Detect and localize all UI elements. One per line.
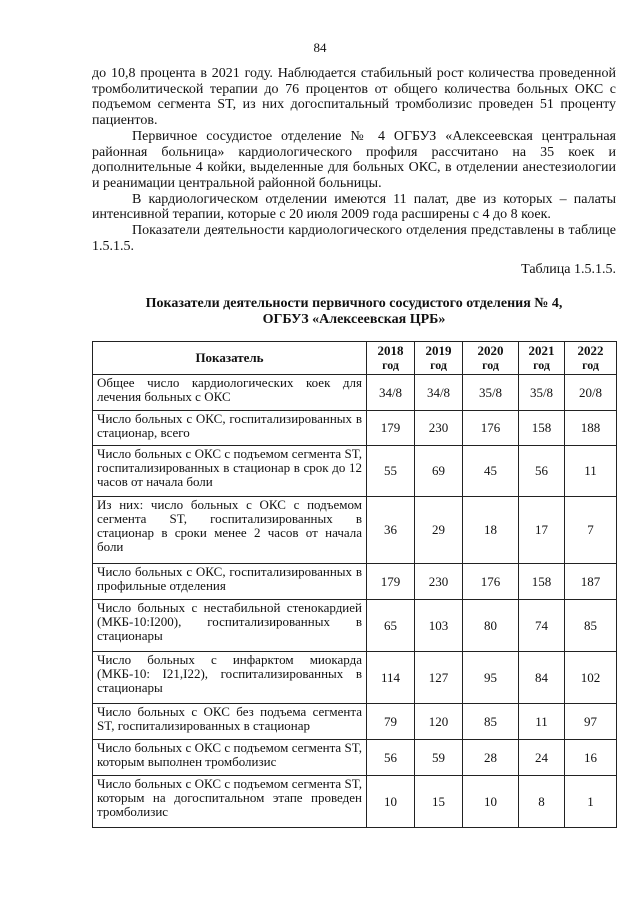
row-label: Число больных с нестабильной стенокардией (МКБ-10:I200), госпитализированных в стационары (93, 600, 367, 652)
value-cell: 176 (463, 564, 519, 600)
paragraph: Первичное сосудистое отделение № 4 ОГБУЗ «Алексеевская центральная районная больница» кардиологического профиля рассчитано на 35 коек и дополнительные 4 койки, выделенные для больных ОКС, в отделении анестезиологии и реанимации центральной районной больницы. (92, 128, 616, 191)
value-cell: 84 (519, 652, 565, 704)
value-cell: 69 (415, 446, 463, 497)
value-cell: 7 (565, 497, 617, 564)
year-unit: год (482, 358, 499, 372)
value-cell: 187 (565, 564, 617, 600)
value-cell: 10 (463, 776, 519, 828)
year-unit: год (533, 358, 550, 372)
value-cell: 55 (367, 446, 415, 497)
table-row (93, 564, 617, 600)
value-cell: 24 (519, 740, 565, 776)
table-row (93, 497, 617, 564)
paragraph: В кардиологическом отделении имеются 11 палат, две из которых – палаты интенсивной терапии, которые с 20 июля 2009 года расширены с 4 до 8 коек. (92, 191, 616, 223)
table-header-row (93, 342, 617, 375)
year-label: 2022 (577, 343, 604, 358)
paragraph: до 10,8 процента в 2021 году. Наблюдается стабильный рост количества проведенной тромболитической терапии до 76 процентов от общего количества больных ОКС с подъемом сегмента ST, из них догоспитальный тромболизис проведен 51 проценту пациентов. (92, 66, 616, 129)
value-cell: 35/8 (519, 375, 565, 411)
value-cell: 85 (565, 600, 617, 652)
row-label: Число больных с ОКС, госпитализированных в стационар, всего (93, 411, 367, 446)
value-cell: 56 (367, 740, 415, 776)
value-cell: 28 (463, 740, 519, 776)
header-indicator: Показатель (93, 342, 367, 375)
value-cell: 10 (367, 776, 415, 828)
row-label: Число больных с инфарктом миокарда (МКБ-10: I21,I22), госпитализированных в стационары (93, 652, 367, 704)
value-cell: 35/8 (463, 375, 519, 411)
value-cell: 74 (519, 600, 565, 652)
indicators-table (92, 341, 617, 828)
year-unit: год (582, 358, 599, 372)
year-label: 2019 (425, 343, 452, 358)
value-cell: 114 (367, 652, 415, 704)
value-cell: 15 (415, 776, 463, 828)
value-cell: 20/8 (565, 375, 617, 411)
row-label: Из них: число больных с ОКС с подъемом сегмента ST, госпитализированных в стационар в сроки менее 2 часов от начала боли (93, 497, 367, 564)
value-cell: 85 (463, 704, 519, 740)
table-title-line: Показатели деятельности первичного сосудистого отделения № 4, (145, 296, 563, 311)
paragraph: Показатели деятельности кардиологического отделения представлены в таблице 1.5.1.5. (92, 223, 616, 254)
value-cell: 176 (463, 411, 519, 446)
value-cell: 97 (565, 704, 617, 740)
header-year (565, 342, 617, 375)
value-cell: 34/8 (367, 375, 415, 411)
value-cell: 102 (565, 652, 617, 704)
value-cell: 34/8 (415, 375, 463, 411)
header-year (367, 342, 415, 375)
value-cell: 65 (367, 600, 415, 652)
value-cell: 188 (565, 411, 617, 446)
header-year (463, 342, 519, 375)
header-year (415, 342, 463, 375)
table-title (92, 296, 616, 328)
value-cell: 79 (367, 704, 415, 740)
value-cell: 158 (519, 564, 565, 600)
value-cell: 59 (415, 740, 463, 776)
value-cell: 16 (565, 740, 617, 776)
row-label: Число больных с ОКС, госпитализированных в профильные отделения (93, 564, 367, 600)
table-title-line: ОГБУЗ «Алексеевская ЦРБ» (262, 312, 446, 327)
value-cell: 230 (415, 411, 463, 446)
row-label: Число больных с ОКС с подъемом сегмента ST, которым выполнен тромболизис (93, 740, 367, 776)
value-cell: 1 (565, 776, 617, 828)
table-body (93, 375, 617, 828)
header-year (519, 342, 565, 375)
value-cell: 18 (463, 497, 519, 564)
row-label: Число больных с ОКС с подъемом сегмента ST, госпитализированных в стационар в срок до 12 часов от начала боли (93, 446, 367, 497)
value-cell: 127 (415, 652, 463, 704)
year-unit: год (382, 358, 399, 372)
table-row (93, 446, 617, 497)
value-cell: 179 (367, 411, 415, 446)
body-text (92, 66, 616, 254)
table-row (93, 600, 617, 652)
year-label: 2020 (477, 343, 504, 358)
table-row (93, 704, 617, 740)
value-cell: 158 (519, 411, 565, 446)
value-cell: 80 (463, 600, 519, 652)
table-row (93, 375, 617, 411)
year-label: 2021 (528, 343, 555, 358)
year-label: 2018 (377, 343, 404, 358)
value-cell: 36 (367, 497, 415, 564)
value-cell: 45 (463, 446, 519, 497)
year-unit: год (430, 358, 447, 372)
value-cell: 95 (463, 652, 519, 704)
table-row (93, 776, 617, 828)
value-cell: 17 (519, 497, 565, 564)
value-cell: 29 (415, 497, 463, 564)
table-caption: Таблица 1.5.1.5. (521, 262, 616, 277)
value-cell: 230 (415, 564, 463, 600)
row-label: Число больных с ОКС с подъемом сегмента ST, которым на догоспитальном этапе проведен тромболизис (93, 776, 367, 828)
page-number: 84 (313, 40, 327, 55)
table-row (93, 740, 617, 776)
value-cell: 11 (565, 446, 617, 497)
value-cell: 179 (367, 564, 415, 600)
value-cell: 8 (519, 776, 565, 828)
table-row (93, 411, 617, 446)
value-cell: 103 (415, 600, 463, 652)
value-cell: 11 (519, 704, 565, 740)
value-cell: 120 (415, 704, 463, 740)
value-cell: 56 (519, 446, 565, 497)
row-label: Общее число кардиологических коек для лечения больных с ОКС (93, 375, 367, 411)
row-label: Число больных с ОКС без подъема сегмента ST, госпитализированных в стационар (93, 704, 367, 740)
table-row (93, 652, 617, 704)
